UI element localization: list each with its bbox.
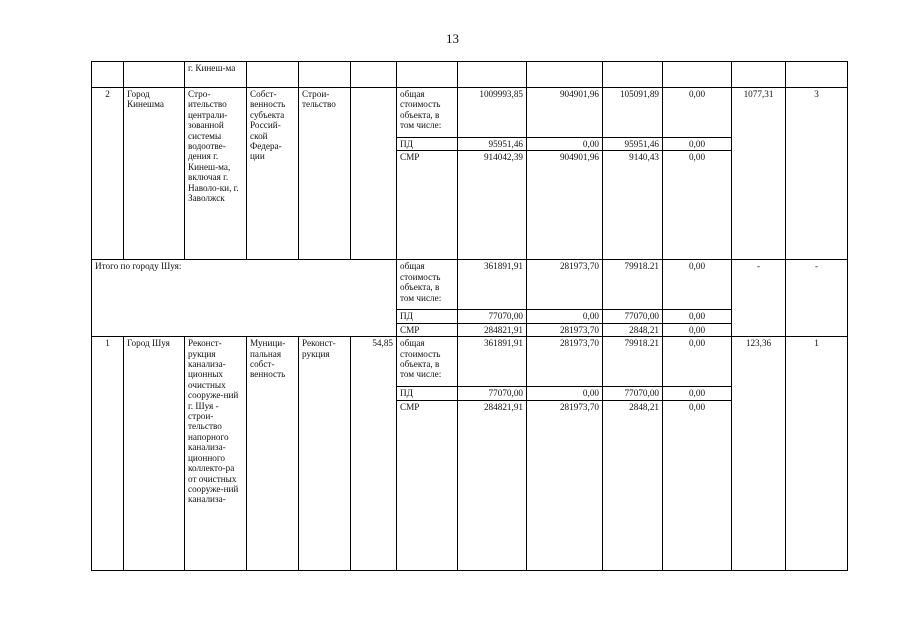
cell: [527, 62, 603, 88]
work-type-cell: Строи-тельство: [299, 88, 351, 260]
value-cell: 123,36: [732, 337, 786, 570]
value-cell: 0,00: [663, 400, 732, 570]
cost-label-cell: СМР: [397, 323, 458, 336]
value-cell: 77070,00: [603, 387, 663, 400]
row-number: 2: [92, 88, 124, 260]
ownership-cell: Муници-пальная собст-венность: [247, 337, 299, 570]
value-cell: 361891,91: [458, 337, 527, 387]
value-cell: 79918.21: [603, 337, 663, 387]
value-cell: 3: [786, 88, 848, 260]
cell: [458, 62, 527, 88]
object-cell: г. Кинеш-ма: [185, 62, 247, 88]
value-cell: 0,00: [663, 260, 732, 310]
total-label: Итого по городу Шуя:: [92, 260, 397, 337]
object-cell: Реконст-рукция канализа-ционных очистных сооруже-ний г. Шуя - строи-тельство напорного канализа-ционного коллекто-ра от очистных сооруже-ний канализа-: [185, 337, 247, 570]
cell: [663, 62, 732, 88]
cell: [603, 62, 663, 88]
ownership-cell: Собст-венность субъекта Россий-ской Федера-ции: [247, 88, 299, 260]
row-number: 1: [92, 337, 124, 570]
capacity-cell: 54,85: [351, 337, 397, 570]
value-cell: 281973,70: [527, 260, 603, 310]
table-row: [92, 62, 848, 88]
value-cell: 2848,21: [603, 323, 663, 336]
value-cell: -: [732, 260, 786, 337]
value-cell: 95951,46: [458, 138, 527, 151]
cell: [247, 62, 299, 88]
value-cell: 0,00: [663, 387, 732, 400]
cost-label-cell: общая стоимость объекта, в том числе:: [397, 88, 458, 138]
municipality-cell: Город Кинешма: [124, 88, 185, 260]
value-cell: 281973,70: [527, 323, 603, 336]
value-cell: 284821,91: [458, 323, 527, 336]
cell: [397, 62, 458, 88]
value-cell: 0,00: [663, 88, 732, 138]
value-cell: 904901,96: [527, 88, 603, 138]
cell: [92, 62, 124, 88]
cell: [732, 62, 786, 88]
value-cell: 105091,89: [603, 88, 663, 138]
page-number: 13: [446, 31, 459, 46]
value-cell: 281973,70: [527, 337, 603, 387]
cell: [351, 62, 397, 88]
cost-label-cell: ПД: [397, 387, 458, 400]
table-row: [92, 260, 848, 310]
value-cell: 77070,00: [458, 387, 527, 400]
municipality-cell: Город Шуя: [124, 337, 185, 570]
cost-label-cell: СМР: [397, 400, 458, 570]
table-row: [92, 88, 848, 138]
capacity-cell: [351, 88, 397, 260]
value-cell: 0,00: [527, 310, 603, 323]
value-cell: 914042,39: [458, 151, 527, 260]
cost-label-cell: общая стоимость объекта, в том числе:: [397, 260, 458, 310]
value-cell: 2848,21: [603, 400, 663, 570]
cell: [299, 62, 351, 88]
value-cell: 77070,00: [458, 310, 527, 323]
value-cell: 0,00: [663, 323, 732, 336]
value-cell: -: [786, 260, 848, 337]
value-cell: 79918.21: [603, 260, 663, 310]
work-type-cell: Реконст-рукция: [299, 337, 351, 570]
value-cell: 0,00: [663, 138, 732, 151]
cost-label-cell: СМР: [397, 151, 458, 260]
object-cell: Стро-ительство централи-зованной системы водоотве-дения г. Кинеш-ма, включая г. Наволо-ки, г. Заволжск: [185, 88, 247, 260]
investment-objects-table: [91, 61, 848, 571]
value-cell: 0,00: [527, 138, 603, 151]
cost-label-cell: общая стоимость объекта, в том числе:: [397, 337, 458, 387]
table-row: [92, 337, 848, 387]
value-cell: 95951,46: [603, 138, 663, 151]
value-cell: 77070,00: [603, 310, 663, 323]
value-cell: 0,00: [527, 387, 603, 400]
value-cell: 1: [786, 337, 848, 570]
value-cell: 904901,96: [527, 151, 603, 260]
value-cell: 1077,31: [732, 88, 786, 260]
value-cell: 0,00: [663, 310, 732, 323]
value-cell: 0,00: [663, 151, 732, 260]
value-cell: 0,00: [663, 337, 732, 387]
value-cell: 9140,43: [603, 151, 663, 260]
cell: [786, 62, 848, 88]
value-cell: 1009993,85: [458, 88, 527, 138]
cost-label-cell: ПД: [397, 138, 458, 151]
value-cell: 281973,70: [527, 400, 603, 570]
value-cell: 284821,91: [458, 400, 527, 570]
cost-label-cell: ПД: [397, 310, 458, 323]
cell: [124, 62, 185, 88]
value-cell: 361891,91: [458, 260, 527, 310]
